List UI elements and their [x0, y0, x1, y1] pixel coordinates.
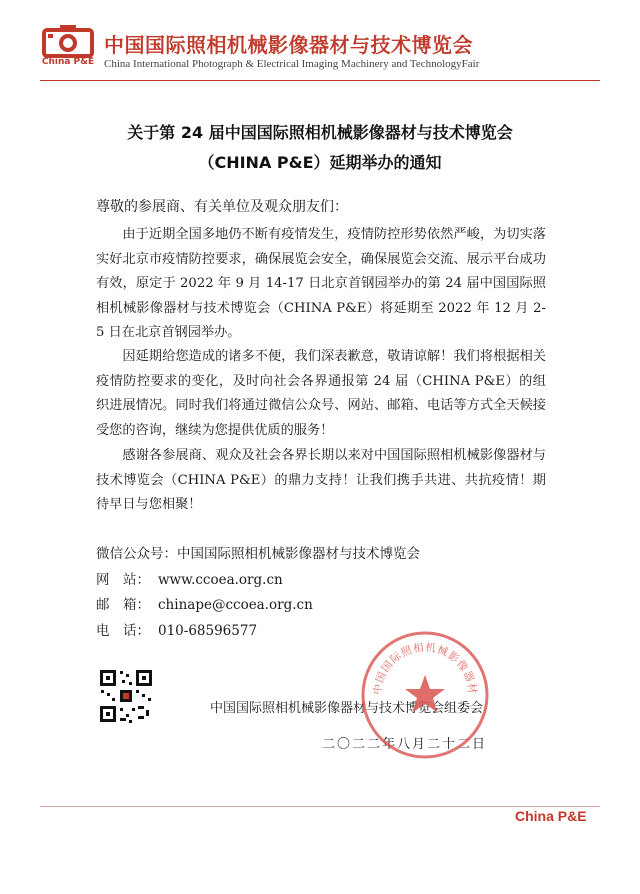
letterhead-title: 中国国际照相机械影像器材与技术博览会: [104, 33, 473, 57]
notice-title-line2: （CHINA P&E）延期举办的通知: [198, 153, 442, 172]
footer-brand: China P&E: [515, 808, 587, 824]
letterhead-subtitle: China International Photograph & Electrical Imaging Machinery and TechnologyFair: [104, 58, 480, 70]
svg-text:中国国际照相机械影像器材与技术博览会: 中国国际照相机械影像器材: [371, 641, 479, 696]
letterhead: [0, 0, 640, 80]
logo-caption: China P&E: [41, 57, 95, 67]
notice-greeting: 尊敬的参展商、有关单位及观众朋友们：: [96, 199, 348, 215]
contact-wechat: [96, 542, 420, 568]
china-pe-logo: [40, 24, 96, 76]
contact-email: [96, 593, 420, 619]
qr-code-icon: [98, 668, 154, 724]
letterhead-divider: [40, 80, 600, 81]
notice-title-line1: 关于第 24 届中国国际照相机械影像器材与技术博览会: [127, 123, 513, 142]
website-label: 网 站：: [96, 571, 150, 588]
contact-website: [96, 568, 420, 594]
notice-paragraph-1: 由于近期全国多地仍不断有疫情发生，疫情防控形势依然严峻，为切实落实好北京市疫情防控要求，确保展览会安全，确保展览会交流、展示平台成功有效，原定于 2022 年 9 月 14-17 日北京首钢园举办的第 24 届中国国际照相机械影像器材与技术博览会（CHINA P&E）将延期至 2022 年 12 月 2-5 日在北京首钢园举办。: [96, 227, 546, 340]
notice-date: 二〇二二年八月二十二日: [322, 737, 488, 752]
website-value[interactable]: www.ccoea.org.cn: [158, 571, 283, 588]
email-label: 邮 箱：: [96, 597, 150, 613]
wechat-label: 微信公众号：: [96, 546, 177, 562]
official-seal-icon: [355, 625, 495, 765]
email-value[interactable]: chinape@ccoea.org.cn: [158, 597, 313, 613]
notice-paragraph-2: 因延期给您造成的诸多不便，我们深表歉意，敬请谅解！我们将根据相关疫情防控要求的变化，及时向社会各界通报第 24 届（CHINA P&E）的组织进展情况。同时我们将通过微信公众号、网站、邮箱、电话等方式全天候接受您的咨询，继续为您提供优质的服务！: [96, 349, 546, 438]
wechat-value: 中国国际照相机械影像器材与技术博览会: [177, 546, 420, 562]
organizer-signature: 中国国际照相机械影像器材与技术博览会组委会: [210, 701, 484, 716]
notice-paragraph-3: 感谢各参展商、观众及社会各界长期以来对中国国际照相机械影像器材与技术博览会（CHINA P&E）的鼎力支持！让我们携手共进、共抗疫情！期待早日与您相聚！: [96, 448, 546, 512]
camera-logo-icon: [40, 24, 96, 58]
footer-divider: [40, 806, 600, 807]
phone-value: 010-68596577: [158, 622, 258, 639]
phone-label: 电 话：: [96, 622, 150, 639]
